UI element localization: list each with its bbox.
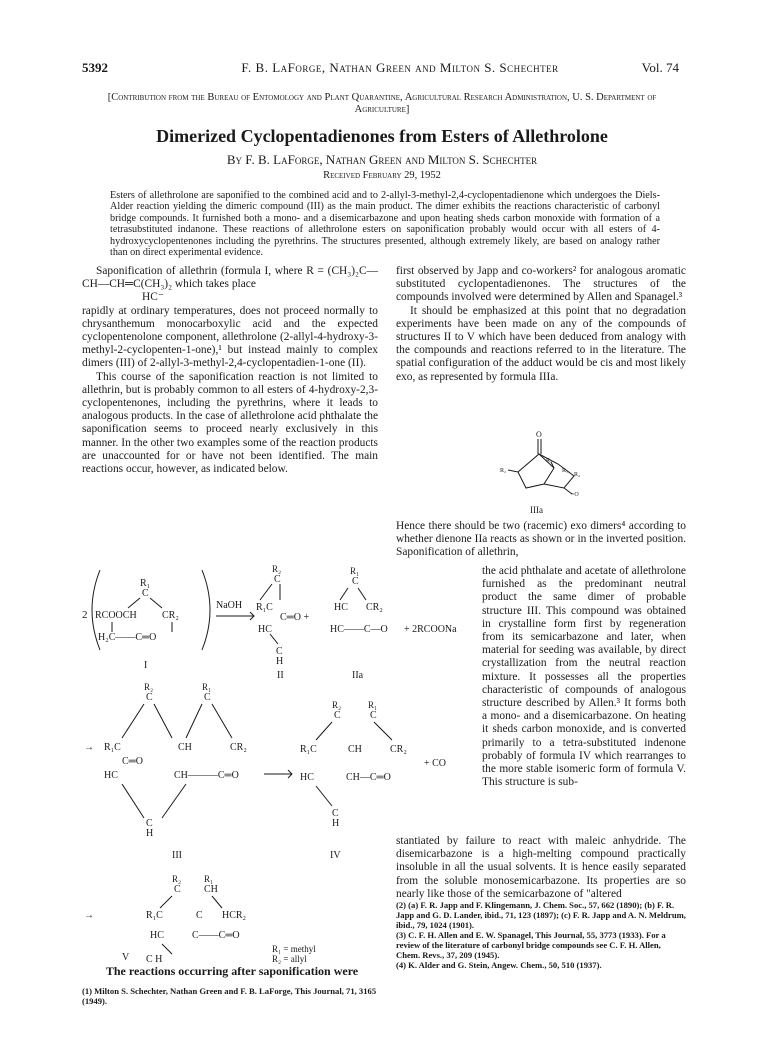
svg-text:NaOH: NaOH [216,600,243,611]
label-v: V [122,952,130,963]
left-para-1-fragment: HC⁻ [142,291,164,304]
running-authors: F. B. LaForge, Nathan Green and Milton S. Schechter [241,60,559,75]
contribution-note: [Contribution from the Bureau of Entomology and Plant Quarantine, Agricultural Research Administration, U. S. Department of Agriculture] [107,92,657,115]
paper-title: Dimerized Cyclopentadienones from Esters of Allethrolone [156,126,608,146]
footnote-1: (1) Milton S. Schechter, Nathan Green and F. B. LaForge, This Journal, 71, 3165 (1949). [82,986,377,1006]
svg-text:C: C [334,710,341,721]
svg-text:HC——C—O: HC——C—O [330,624,388,635]
structure-iv [300,700,446,861]
svg-text:HC: HC [104,770,118,781]
right-column-top [396,265,686,384]
svg-text:CR₂: CR₂ [162,610,179,621]
abstract: Esters of allethrolone are saponified to the combined acid and to 2-allyl-3-methyl-2,4-cyclopentadienone which undergoes the Diels-Alder reaction yielding the dimeric compound (III) as the main product. The dimer exhibits the reactions characteristic of carbonyl bridge compounds. It furnished both a mono- and a disemicarbazone and upon heating sheds carbon monoxide with formation of a tetrasubstituted indanone. These reactions of allethrolone esters on saponification probably would occur with all esters of 4-hydroxycyclopentenones including the pyrethrins. The structures presented, although extremely likely, are based on analogy rather than on direct experimental evidence. [110,190,660,259]
svg-text:C: C [146,818,153,829]
left-para-1b: rapidly at ordinary temperatures, does not proceed normally to chrysanthemum monocarboxylic acid and the expected cyclopentenolone component, allethrolone (2-allyl-4-hydroxy-3-methyl-2-cyclopenten-1-one),¹ but instead mainly to complex dimers (III) of 2-allyl-3-methyl-2,4-cyclopentadien-1-one (II). [82,304,378,370]
page-number: 5392 [82,60,108,75]
svg-text:C: C [370,710,377,721]
received-date: Received February 29, 1952 [323,170,441,181]
svg-text:R₁: R₁ [562,468,569,474]
structure-v [84,874,316,965]
svg-text:I: I [144,660,148,671]
svg-text:R₂: R₂ [272,564,282,574]
svg-text:C: C [352,576,359,587]
svg-text:R₁C: R₁C [300,744,317,755]
svg-text:C: C [332,808,339,819]
right-para-3: Hence there should be two (racemic) exo dimers⁴ according to whether dienone IIa reacts as shown or in the inverted position. Saponification of allethrin, [396,520,686,559]
svg-text:H: H [332,818,340,829]
svg-text:2: 2 [82,609,88,621]
byline: By F. B. LaForge, Nathan Green and Milton S. Schechter [226,152,538,167]
svg-text:CH: CH [348,744,362,755]
svg-text:H: H [276,656,284,667]
svg-text:H₂C——C═O: H₂C——C═O [98,632,157,643]
svg-text:CR₂: CR₂ [366,602,383,613]
svg-text:→: → [84,742,94,753]
svg-text:HC: HC [258,624,272,635]
svg-text:C H: C H [146,954,163,965]
svg-text:II: II [277,670,284,681]
svg-text:R₁C: R₁C [104,742,121,753]
svg-text:R₁: R₁ [350,566,360,576]
structure-iia [330,566,457,681]
iiia-label: IIIa [530,505,543,515]
svg-text:R₁: R₁ [546,458,553,464]
svg-text:R₂ = allyl: R₂ = allyl [272,954,307,964]
svg-text:IV: IV [330,850,341,861]
right-para-2: It should be emphasized at this point that no degradation experiments have been made on any of the compounds of structures II to V which have been deduced from analogy with the compounds and reactions referred to in the literature. The spatial configuration of the adduct would be cis and most likely exo, as represented by formula IIIa. [396,304,686,383]
svg-text:R₁C: R₁C [146,910,163,921]
svg-text:R₁: R₁ [140,578,151,589]
svg-text:C: C [276,646,283,657]
right-para-1: first observed by Japp and co-workers² for analogous aromatic substituted cyclopentadienones. The structures of the compounds involved were determined by Allen and Spanagel.³ [396,265,686,304]
svg-text:H: H [146,828,154,839]
svg-text:R₁ = methyl: R₁ = methyl [272,944,316,954]
left-column [82,265,378,476]
svg-text:R₂: R₂ [574,472,581,478]
svg-text:R₂: R₂ [332,700,342,710]
svg-text:=O: =O [571,492,579,498]
svg-text:R₁: R₁ [202,682,212,692]
footnote-2: (2) (a) F. R. Japp and F. Klingemann, J. Chem. Soc., 57, 662 (1890); (b) F. R. Japp and G. D. Lander, ibid., 71, 123 (1897); (c) F. R. Japp and A. N. Meldrum, ibid., 79, 1024 (1901). [396,900,686,930]
svg-text:R₁: R₁ [368,700,378,710]
footnote-4: (4) K. Alder and G. Stein, Angew. Chem., 50, 510 (1937). [396,960,602,970]
right-column-narrow [482,565,686,789]
svg-text:C: C [142,588,149,599]
svg-text:C: C [146,692,153,703]
structure-ii [256,564,309,681]
footnote-3: (3) C. F. H. Allen and E. W. Spanagel, This Journal, 55, 3773 (1933). For a review of the literature of carbonyl bridge compounds see C. F. H. Allen, Chem. Revs., 37, 209 (1945). [396,930,666,960]
right-column-mid [396,520,686,560]
svg-text:R₁: R₁ [204,874,214,884]
svg-text:CH: CH [178,742,192,753]
svg-text:RCOOCH: RCOOCH [95,610,137,621]
svg-text:III: III [172,850,182,861]
svg-text:CR₂: CR₂ [390,744,407,755]
svg-text:C——C═O: C——C═O [192,930,240,941]
svg-text:HC: HC [150,930,164,941]
svg-text:R₁C: R₁C [256,602,273,613]
svg-text:R₂: R₂ [144,682,154,692]
structure-i [82,570,210,671]
svg-text:→: → [84,910,94,921]
svg-text:+ CO: + CO [424,758,447,769]
svg-text:CH: CH [204,884,218,895]
volume-label: Vol. 74 [641,60,679,75]
left-para-2: This course of the saponification reaction is not limited to allethrin, but is probably common to all esters of 4-hydroxy-2,3-cyclopentenones, including the pyrethrins, where it leads to analogous products. In the case of allethrolone acid phthalate the saponification seems to proceed nearly exclusively in this manner. In the other two examples some of the reaction products are unaccounted for or have not been identified. The main reactions occur, however, as indicated below. [82,370,378,476]
svg-text:C═O: C═O [122,756,143,767]
svg-text:R₂: R₂ [172,874,182,884]
right-para-5: stantiated by failure to react with maleic anhydride. The disemicarbazone is a high-melting compound practically insoluble in all the usual solvents. It is hence easily separated from the soluble monosemicarbazone. Its properties are so nearly like those of the semicarbazone of "altered [396,835,686,900]
svg-text:CH—C═O: CH—C═O [346,772,391,783]
svg-text:C: C [196,910,203,921]
right-para-4: the acid phthalate and acetate of allethrolone furnished as the predominant neutral product the same dimer of probable structure III. This compound was obtained in crystalline form first by regeneration from its semicarbazone and later, when material for seeding was available, by direct crystallization from the neutral reaction mixture. It possesses all the properties characteristic of compounds of analogous structure described by Allen.³ It forms both a mono- and a disemicarbazone. On heating it sheds carbon monoxide, and is converted primarily to a tetra-substituted indenone probably of formula IV which rearranges to the more stable isomeric form of formula V. This structure is sub- [482,565,686,789]
svg-text:IIa: IIa [352,670,364,681]
footnotes-right [396,900,686,970]
structure-iii [84,682,247,861]
svg-text:C═O +: C═O + [280,612,310,623]
svg-text:HC: HC [300,772,314,783]
svg-text:HCR₂: HCR₂ [222,910,247,921]
svg-text:R₂: R₂ [500,468,507,474]
figure-caption: The reactions occurring after saponification were [105,964,359,978]
left-para-1a: Saponification of allethrin (formula I, where R = (CH₃)₂C—CH—CH═C(CH₃)₂ which takes place [82,265,378,291]
svg-text:CH———C═O: CH———C═O [174,770,239,781]
svg-text:C: C [174,884,181,895]
svg-text:CR₂: CR₂ [230,742,247,753]
svg-text:C: C [204,692,211,703]
structure-iiia [496,428,586,520]
svg-text:HC: HC [334,602,348,613]
svg-text:+ 2RCOONa: + 2RCOONa [404,624,457,635]
svg-text:O: O [536,430,542,439]
svg-text:C: C [274,574,281,585]
